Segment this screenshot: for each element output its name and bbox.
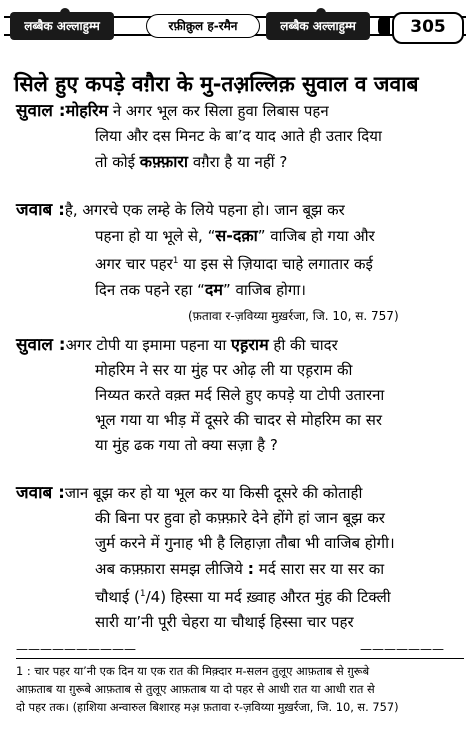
text-segment: पहना हो या भूले से, “ bbox=[95, 227, 216, 245]
text-segment: या इस से ज़ियादा चाहे लगातार कई bbox=[178, 255, 373, 273]
footnote-line: 1 : चार पहर या’नी एक दिन या एक रात की मिक़्दार म-सलन तुलूए आफ़ताब से ग़ुरूबे bbox=[16, 664, 370, 678]
text-segment: सारी या’नी पूरी चेहरा या चौथाई हिस्सा चार पहर bbox=[95, 613, 354, 631]
text-line bbox=[16, 481, 464, 506]
text-segment: ” वाजिब होगा। bbox=[222, 281, 306, 299]
qa-block bbox=[16, 481, 464, 635]
page-header bbox=[4, 12, 466, 61]
qa-label: जवाब : bbox=[16, 200, 65, 220]
text-segment: लिया और दस मिनट के बा’द याद आते ही उतार दिया bbox=[95, 127, 382, 145]
text-segment: ” वाजिब हो गया और bbox=[257, 227, 375, 245]
text-line bbox=[16, 223, 464, 249]
divider-ornament: —————————— bbox=[16, 642, 136, 656]
text-segment: मर्द सारा सर या सर का bbox=[254, 560, 385, 578]
qa-block bbox=[16, 198, 464, 303]
footnote-line: दो पहर तक। (हाशिया अन्वारुल बिशारह मअ़ फ़तावा र-ज़विय्या मुख़र्रजा, जि. 10, स. 757) bbox=[16, 700, 399, 714]
text-line bbox=[16, 610, 464, 635]
qa-label: सुवाल : bbox=[16, 101, 66, 121]
text-segment: 1 bbox=[139, 589, 146, 599]
text-line bbox=[16, 277, 464, 303]
text-segment: अगर चार पहर bbox=[95, 255, 173, 273]
text-segment: : bbox=[247, 559, 255, 578]
text-segment: चौथाई ( bbox=[95, 588, 140, 606]
text-line bbox=[16, 383, 464, 408]
footnote bbox=[16, 662, 464, 716]
text-segment: अब कफ़्फ़ारा समझ लीजिये bbox=[95, 560, 248, 578]
text-segment: ही की चादर bbox=[268, 336, 338, 354]
text-segment: 1 bbox=[172, 256, 179, 266]
text-segment: तो कोई bbox=[95, 153, 140, 171]
qa-block bbox=[16, 98, 464, 175]
text-segment: ने अगर भूल कर सिला हुवा लिबास पहन bbox=[108, 102, 329, 120]
text-line bbox=[16, 124, 464, 149]
text-segment: जान बूझ कर हो या भूल कर या किसी दूसरे की कोताही bbox=[64, 484, 363, 502]
text-line bbox=[16, 582, 464, 610]
text-segment: भूल गया या भीड़ में दूसरे की चादर से मोहरिम का सर bbox=[95, 411, 382, 429]
page-title: सिले हुए कपड़े वग़ैरा के मु-तअ़ल्लिक़ सुवाल व जवाब bbox=[14, 72, 419, 96]
text-segment: निय्यत करते वक़्त मर्द सिले हुए कपड़े या टोपी उतारना bbox=[95, 386, 385, 404]
text-segment: मोहरिम bbox=[65, 101, 109, 120]
text-segment: या मुंह ढक गया तो क्या सज़ा है ? bbox=[95, 436, 278, 454]
text-segment: वग़ैरा है या नहीं ? bbox=[188, 153, 288, 171]
header-title: रफ़ीक़ुल ह-रमैन bbox=[146, 14, 260, 38]
footnote-line: आफ़ताब या ग़ुरूबे आफ़ताब से तुलूए आफ़ताब या दो पहर से आधी रात या आधी रात से bbox=[16, 682, 375, 696]
footnote-divider bbox=[16, 658, 464, 659]
header-logo: लब्बैक अल्लाहुम्म लब्बैक bbox=[266, 12, 370, 40]
reference: (फ़तावा र-ज़विय्या मुख़र्रजा, जि. 10, स. 757) bbox=[188, 309, 399, 323]
text-segment: की बिना पर हुवा हो कफ़्फ़ारे देने होंगे हां जान बूझ कर bbox=[95, 509, 385, 527]
text-line bbox=[16, 556, 464, 582]
header-logo: लब्बैक अल्लाहुम्म लब्बैक bbox=[10, 12, 114, 40]
text-line bbox=[16, 149, 464, 175]
text-line bbox=[16, 358, 464, 383]
text-line bbox=[16, 198, 464, 223]
text-line bbox=[16, 531, 464, 556]
qa-label: सुवाल : bbox=[16, 335, 66, 355]
text-segment: दम bbox=[204, 280, 223, 299]
text-segment: जुर्म करने में गुनाह भी है लिहाज़ा तौबा भी वाजिब होगी। bbox=[95, 534, 395, 552]
text-segment: एह़राम bbox=[231, 335, 269, 354]
qa-label: जवाब : bbox=[16, 483, 65, 503]
text-line bbox=[16, 506, 464, 531]
text-line bbox=[16, 408, 464, 433]
text-segment: है, अगरचे एक लम्हे के लिये पहना हो। जान बूझ कर bbox=[64, 201, 345, 219]
text-line bbox=[16, 332, 464, 358]
text-line bbox=[16, 98, 464, 124]
text-segment: अगर टोपी या इमामा पहना या bbox=[65, 336, 232, 354]
qa-block bbox=[16, 332, 464, 458]
page-number: 305 bbox=[392, 12, 464, 44]
text-segment: स-दक़ा bbox=[215, 226, 258, 245]
text-segment: दिन तक पहने रहा “ bbox=[95, 281, 205, 299]
text-segment: /4) हिस्सा या मर्द ख़्वाह औरत मुंह की टिक्ली bbox=[145, 588, 391, 606]
text-segment: मोहरिम ने सर या मुंह पर ओढ़ ली या एह़राम की bbox=[95, 361, 353, 379]
text-line bbox=[16, 433, 464, 458]
divider-ornament: ——————— bbox=[360, 642, 444, 656]
text-segment: कफ़्फ़ारा bbox=[139, 152, 189, 171]
text-line bbox=[16, 249, 464, 277]
